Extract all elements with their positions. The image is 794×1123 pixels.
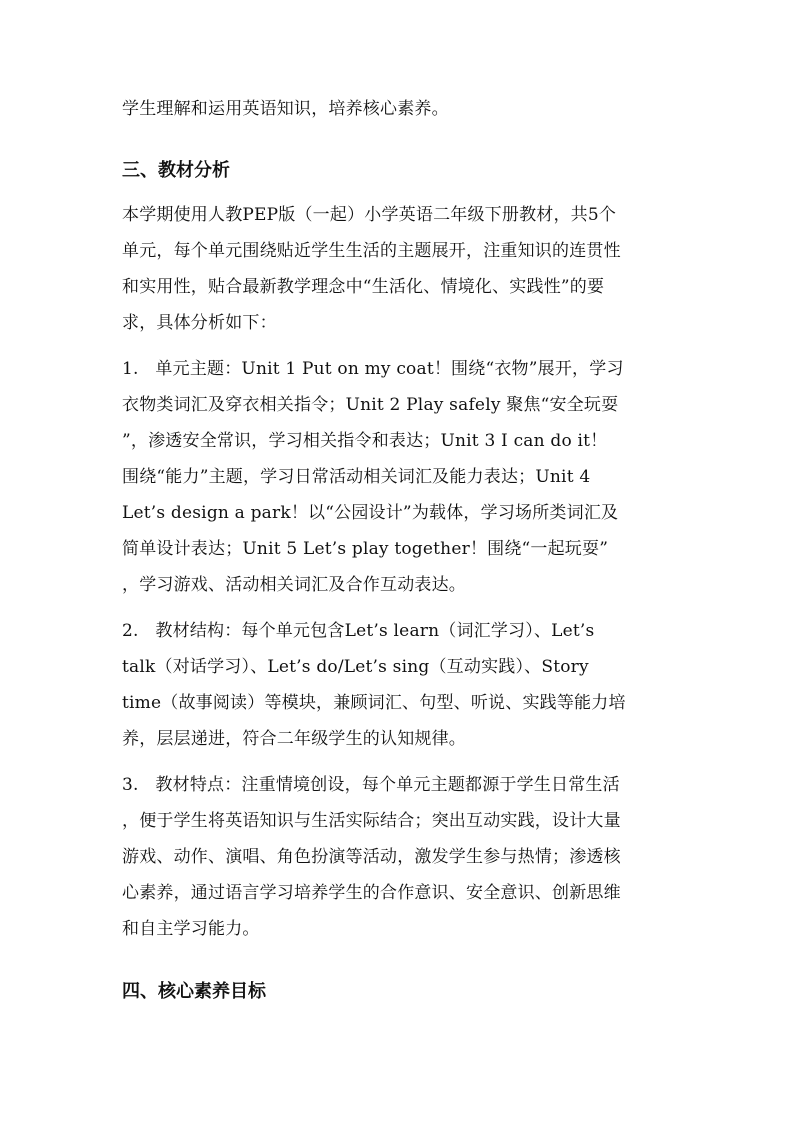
list-item-1-line: 简单设计表达；Unit 5 Let’s play together！围绕“一起玩耍” xyxy=(122,539,609,559)
list-item-3-line: 游戏、动作、演唱、角色扮演等活动，激发学生参与热情；渗透核 xyxy=(122,847,621,867)
list-item-1-line: 衣物类词汇及穿衣相关指令；Unit 2 Play safely 聚焦“安全玩耍 xyxy=(122,395,619,415)
paragraph-line: 本学期使用人教PEP版（一起）小学英语二年级下册教材，共5个 xyxy=(122,205,617,225)
list-item-3-line: 心素养，通过语言学习培养学生的合作意识、安全意识、创新思维 xyxy=(122,883,621,903)
list-item-3-line: ，便于学生将英语知识与生活实际结合；突出互动实践，设计大量 xyxy=(122,811,621,831)
section-heading-textbook-analysis: 三、教材分析 xyxy=(122,160,230,181)
paragraph-line: 单元，每个单元围绕贴近学生生活的主题展开，注重知识的连贯性 xyxy=(122,241,621,261)
list-item-3-line: 和自主学习能力。 xyxy=(122,919,260,939)
section-heading-core-literacy-goals: 四、核心素养目标 xyxy=(122,981,266,1002)
list-item-2-line: talk（对话学习）、Let’s do/Let’s sing（互动实践）、Story xyxy=(122,657,589,677)
intro-tail-line: 学生理解和运用英语知识，培养核心素养。 xyxy=(122,99,449,119)
paragraph-line: 求，具体分析如下： xyxy=(122,313,277,333)
list-item-3-line: 3. 教材特点：注重情境创设，每个单元主题都源于学生日常生活 xyxy=(122,775,620,795)
list-item-2-line: 2. 教材结构：每个单元包含Let’s learn（词汇学习）、Let’s xyxy=(122,621,595,641)
list-item-1-line: ”，渗透安全常识，学习相关指令和表达；Unit 3 I can do it！ xyxy=(122,431,608,451)
list-item-2-line: time（故事阅读）等模块，兼顾词汇、句型、听说、实践等能力培 xyxy=(122,693,626,713)
list-item-1-line: Let’s design a park！以“公园设计”为载体，学习场所类词汇及 xyxy=(122,503,619,523)
list-item-2-line: 养，层层递进，符合二年级学生的认知规律。 xyxy=(122,729,466,749)
paragraph-line: 和实用性，贴合最新教学理念中“生活化、情境化、实践性”的要 xyxy=(122,277,605,297)
list-item-1-line: ，学习游戏、活动相关词汇及合作互动表达。 xyxy=(122,575,466,595)
list-item-1-line: 1. 单元主题：Unit 1 Put on my coat！围绕“衣物”展开，学习 xyxy=(122,359,624,379)
list-item-1-line: 围绕“能力”主题，学习日常活动相关词汇及能力表达；Unit 4 xyxy=(122,467,591,487)
